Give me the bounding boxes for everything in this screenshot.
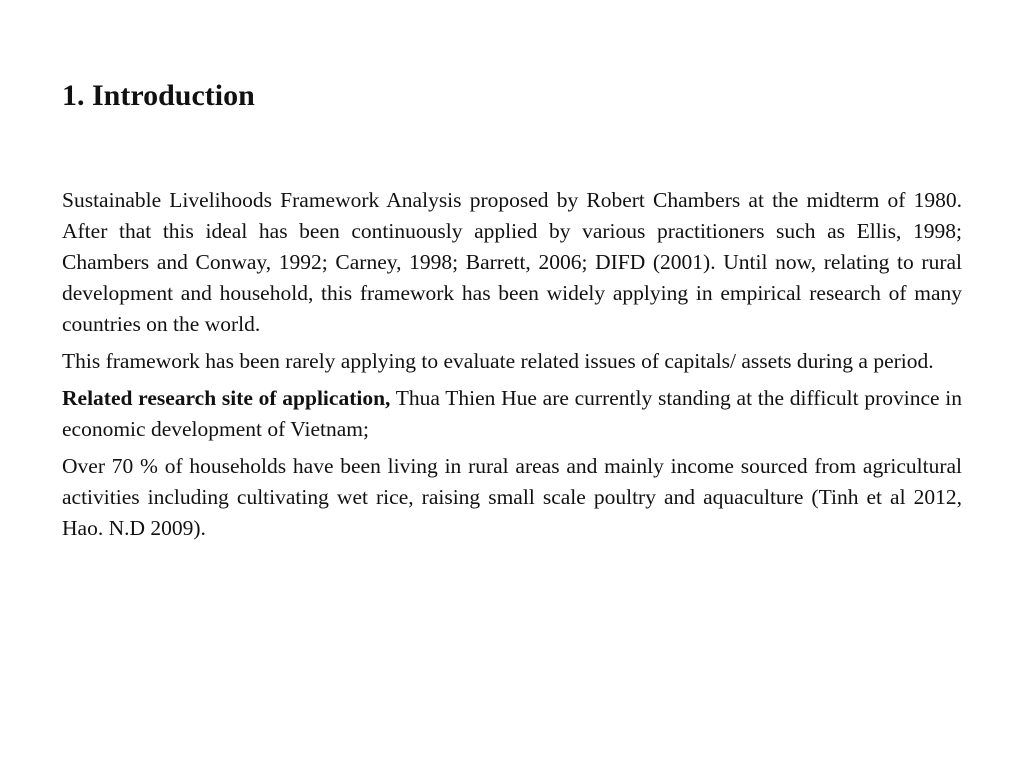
slide-body: [62, 185, 962, 550]
research-site-label: Related research site of application,: [62, 386, 391, 410]
paragraph-household-income: Over 70 % of households have been living in rural areas and mainly income sourced from agricultural activities including cultivating wet rice, raising small scale poultry and aquaculture (Tinh et al 2012, Hao. N.D 2009).: [62, 454, 962, 540]
research-site-text: Thua Thien Hue are currently standing at the difficult province in economic development of Vietnam;: [62, 386, 962, 441]
paragraph-framework-usage: This framework has been rarely applying to evaluate related issues of capitals/ assets during a period.: [62, 349, 934, 373]
slide-title: 1. Introduction: [62, 79, 255, 112]
paragraph-research-site: [62, 383, 962, 445]
paragraph-framework-background: Sustainable Livelihoods Framework Analysis proposed by Robert Chambers at the midterm of 1980. After that this ideal has been continuously applied by various practitioners such as Ellis, 1998; Chambers and Conway, 1992; Carney, 1998; Barrett, 2006; DIFD (2001). Until now, relating to rural development and household, this framework has been widely applying in empirical research of many countries on the world.: [62, 188, 962, 336]
